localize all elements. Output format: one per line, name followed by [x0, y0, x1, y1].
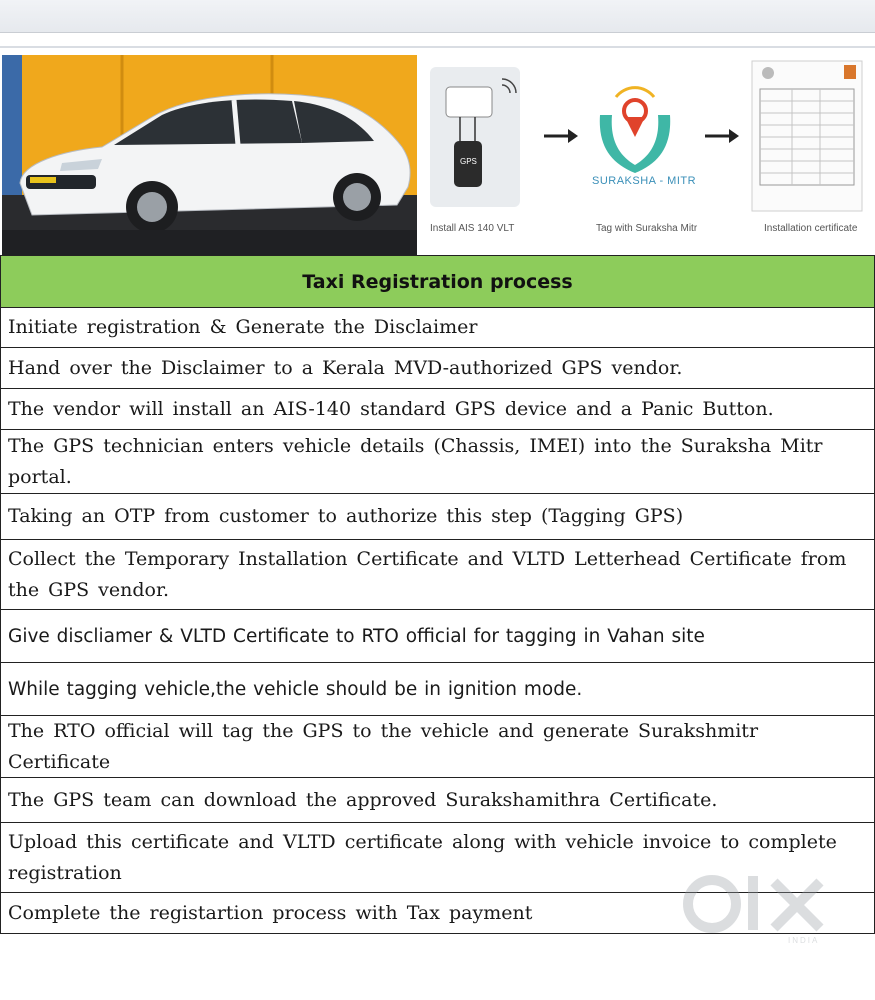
table-row: The GPS technician enters vehicle details (Chassis, IMEI) into the Suraksha Mitr portal.: [1, 430, 874, 494]
table-row: The vendor will install an AIS-140 standard GPS device and a Panic Button.: [1, 389, 874, 430]
car-photo: [2, 55, 417, 255]
gps-device-label: GPS: [460, 157, 477, 166]
table-row: The GPS team can download the approved Surakshamithra Certificate.: [1, 778, 874, 823]
table-row: Taking an OTP from customer to authorize this step (Tagging GPS): [1, 494, 874, 540]
table-row: The RTO official will tag the GPS to the vehicle and generate Surakshmitr Certificate: [1, 716, 874, 778]
table-row: Collect the Temporary Installation Certificate and VLTD Letterhead Certificate from the GPS vendor.: [1, 540, 874, 610]
process-strip: [420, 55, 875, 255]
olx-watermark: [680, 868, 840, 948]
divider: [0, 46, 875, 48]
table-row: Initiate registration & Generate the Disclaimer: [1, 308, 874, 348]
browser-top-bar: [0, 0, 875, 33]
table-row: Hand over the Disclaimer to a Kerala MVD-authorized GPS vendor.: [1, 348, 874, 389]
registration-process-table: [0, 255, 875, 934]
step2-caption: Tag with Suraksha Mitr: [596, 223, 698, 234]
step3-caption: Installation certificate: [764, 223, 858, 234]
table-row: While tagging vehicle,the vehicle should be in ignition mode.: [1, 663, 874, 716]
suraksha-mitr-logo-text: SURAKSHA - MITR: [592, 175, 697, 187]
step1-caption: Install AIS 140 VLT: [430, 223, 515, 234]
watermark-region: INDIA: [788, 936, 820, 945]
table-title: Taxi Registration process: [1, 256, 874, 308]
table-row: Give discliamer & VLTD Certificate to RTO official for tagging in Vahan site: [1, 610, 874, 663]
table-row: Upload this certificate and VLTD certificate along with vehicle invoice to complete registration: [1, 823, 874, 893]
table-row: Complete the registartion process with Tax payment: [8, 901, 533, 924]
